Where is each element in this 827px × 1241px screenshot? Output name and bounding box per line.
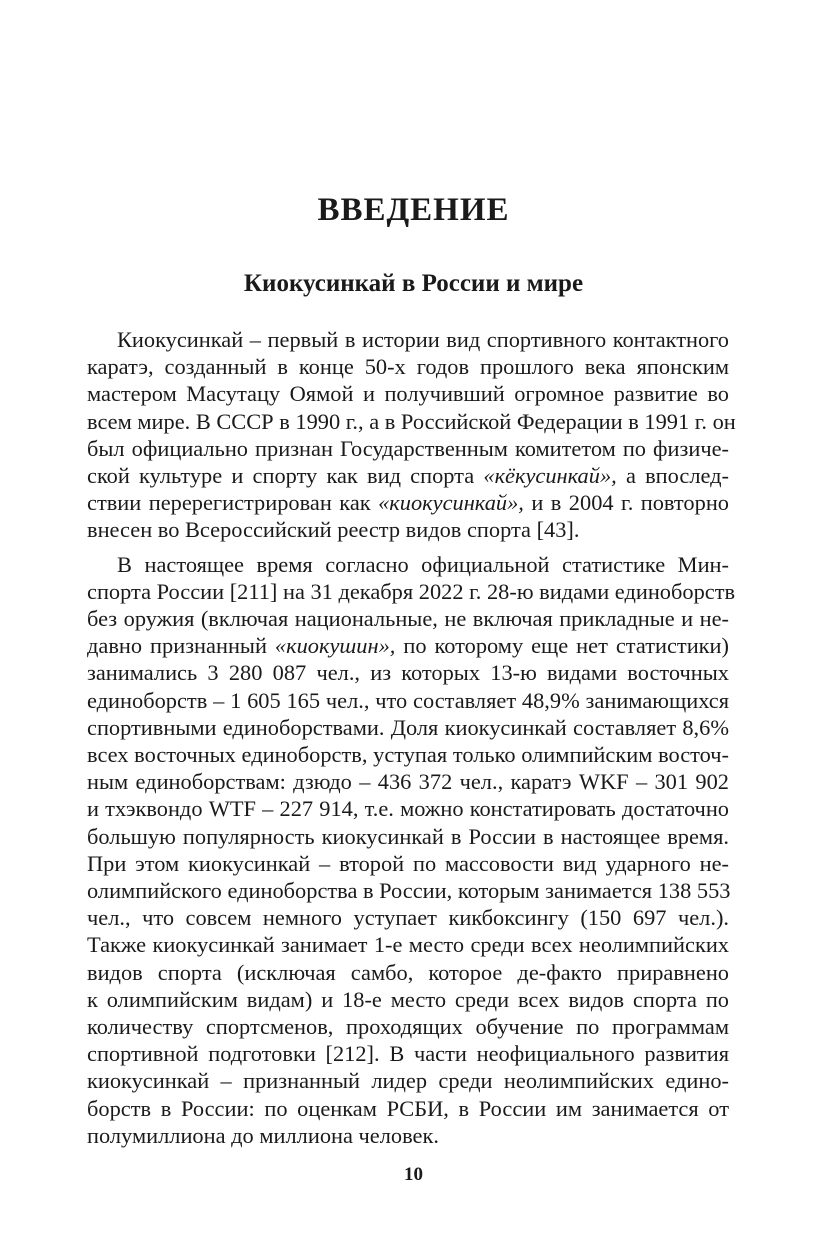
text-segment: спортивной подготовки [212]. В части неофициального развития [87, 1041, 729, 1067]
italic-term: «киокусинкай», [378, 490, 524, 516]
text-line [87, 659, 729, 686]
text-segment: мастером Масутацу Оямой и получивший огромное развитие во [87, 381, 729, 407]
section-title: Киокусинкай в России и мире [243, 270, 584, 297]
text-segment: единоборств – 1 605 165 чел., что составляет 48,9% занимающихся [87, 687, 729, 713]
text-line [87, 714, 729, 741]
text-segment: ствии перерегистрирован как [87, 490, 379, 516]
text-segment: и в 2004 г. повторно [523, 490, 729, 516]
text-line [87, 435, 729, 462]
text-segment: а впослед- [616, 463, 729, 489]
text-line [87, 904, 729, 931]
text-line [87, 551, 729, 578]
text-segment: олимпийского единоборства в России, которым занимается 138 553 [87, 878, 731, 904]
text-segment: занимались 3 280 087 чел., из которых 13-ю видами восточных [87, 660, 729, 686]
text-line [87, 462, 729, 489]
body-text [87, 326, 736, 1149]
text-segment: При этом киокусинкай – второй по массовости вид ударного не- [87, 850, 729, 876]
text-line [87, 605, 729, 632]
text-segment: ным единоборствам: дзюдо – 436 372 чел., каратэ WKF – 301 902 [87, 769, 729, 795]
chapter-title: ВВЕДЕНИЕ [317, 192, 510, 228]
text-line [87, 1013, 729, 1040]
text-line [87, 768, 729, 795]
text-segment: борств в России: по оценкам РСБИ, в России им занимается от [87, 1095, 729, 1121]
text-line [87, 489, 729, 516]
text-segment: Киокусинкай – первый в истории вид спортивного контактного [117, 327, 729, 352]
text-line [87, 353, 729, 380]
text-line [87, 850, 729, 877]
text-segment: всех восточных единоборств, уступая только олимпийским восточ- [87, 742, 729, 768]
text-segment: и тхэквондо WTF – 227 914, т.е. можно констатировать достаточно [87, 796, 729, 822]
italic-term: «киокушин», [274, 633, 396, 659]
text-segment: давно признанный [87, 633, 275, 659]
text-line [87, 1067, 729, 1094]
text-segment: к олимпийским видам) и 18-е место среди всех видов спорта по [87, 986, 729, 1012]
text-segment: В настоящее время согласно официальной статистике Мин- [117, 551, 729, 577]
text-segment: киокусинкай – признанный лидер среди неолимпийских едино- [87, 1068, 729, 1094]
page-number: 10 [404, 1164, 423, 1185]
text-line [87, 959, 729, 986]
text-segment: без оружия (включая национальные, не включая прикладные и не- [87, 606, 729, 632]
text-line [87, 578, 736, 605]
text-segment: каратэ, созданный в конце 50-х годов прошлого века японским [87, 354, 729, 380]
paragraph [87, 551, 736, 1149]
text-line [87, 823, 729, 850]
text-line [87, 1122, 729, 1149]
text-line [87, 380, 729, 407]
text-segment: ской культуре и спорту как вид спорта [87, 463, 484, 489]
paragraph [87, 326, 736, 544]
text-line [87, 877, 729, 904]
text-line [87, 986, 729, 1013]
text-segment: по которому еще нет статистики) [395, 633, 729, 659]
italic-term: «кёкусинкай», [483, 463, 617, 489]
text-segment: полумиллиона до миллиона человек. [87, 1122, 439, 1148]
text-segment: был официально признан Государственным комитетом по физиче- [87, 435, 729, 461]
text-line [87, 741, 729, 768]
text-segment: внесен во Всероссийский реестр видов спорта [43]. [87, 517, 580, 543]
text-segment: спортивными единоборствами. Доля киокусинкай составляет 8,6% [87, 714, 729, 740]
text-segment: всем мире. В СССР в 1990 г., а в Российской Федерации в 1991 г. он [87, 408, 736, 434]
text-line [87, 931, 729, 958]
text-line [87, 632, 729, 659]
text-line [87, 687, 729, 714]
text-segment: количеству спортсменов, проходящих обучение по программам [87, 1014, 729, 1040]
text-line [87, 1095, 729, 1122]
text-segment: большую популярность киокусинкай в России в настоящее время. [87, 823, 729, 849]
text-segment: спорта России [211] на 31 декабря 2022 г. 28-ю видами единоборств [87, 578, 736, 604]
text-line [87, 516, 729, 543]
text-line [87, 326, 729, 353]
text-line [87, 1040, 729, 1067]
text-line [87, 408, 736, 435]
text-segment: чел., что совсем немного уступает кикбоксингу (150 697 чел.). [87, 905, 729, 931]
text-segment: видов спорта (исключая самбо, которое де-факто приравнено [87, 959, 729, 985]
text-segment: Также киокусинкай занимает 1-е место среди всех неолимпийских [87, 932, 729, 958]
text-line [87, 795, 729, 822]
